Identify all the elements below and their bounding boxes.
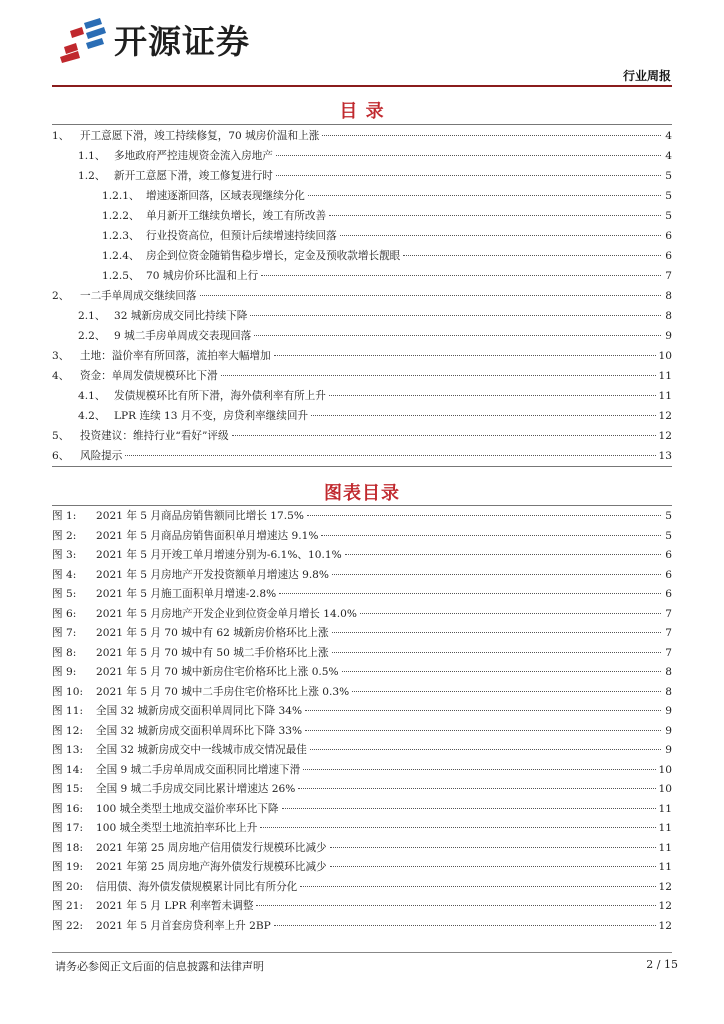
dot-leader — [345, 554, 661, 555]
toc-entry-number: 1.2.1、 — [102, 190, 140, 202]
dot-leader — [322, 135, 661, 136]
toc-entry-page: 6 — [665, 250, 672, 262]
figure-entry-title: 100 城全类型土地流拍率环比上升 — [96, 822, 258, 834]
figure-entry-page: 5 — [665, 529, 672, 542]
toc-entry-number: 1.2.4、 — [102, 250, 140, 262]
figure-entry[interactable] — [52, 917, 672, 937]
figure-entry[interactable] — [52, 839, 672, 859]
toc-entry-title: 资金：单周发债规模环比下滑 — [80, 370, 218, 382]
toc-entry[interactable] — [52, 206, 672, 226]
figure-entry-page: 5 — [665, 510, 672, 522]
figure-entry-title: 2021 年 5 月首套房贷利率上升 2BP — [96, 919, 271, 932]
figure-entry-title: 2021 年 5 月 LPR 利率暂未调整 — [96, 900, 254, 912]
figure-entry-title: 2021 年 5 月房地产开发企业到位资金单月增长 14.0% — [96, 607, 357, 620]
page-header — [0, 0, 724, 92]
figure-entry-page: 9 — [665, 724, 672, 737]
dot-leader — [256, 905, 655, 906]
figure-entry[interactable] — [52, 683, 672, 703]
figure-entry-number: 图 5: — [52, 588, 77, 600]
footer-divider — [52, 952, 672, 953]
dot-leader — [308, 195, 661, 196]
toc-entry-page: 5 — [665, 170, 672, 182]
figure-entry-title: 100 城全类型土地成交溢价率环比下降 — [96, 802, 279, 815]
figure-entry[interactable] — [52, 722, 672, 742]
toc-entry-number: 2.2、 — [78, 330, 106, 342]
dot-leader — [321, 535, 661, 536]
toc-entry-page: 7 — [665, 270, 672, 282]
figure-entry[interactable] — [52, 702, 672, 722]
figure-entry[interactable] — [52, 800, 672, 820]
toc-entry[interactable] — [52, 346, 672, 366]
figure-entry-number: 图 19: — [52, 861, 84, 873]
figure-entry-title: 2021 年 5 月商品房销售面积单月增速达 9.1% — [96, 529, 319, 542]
dot-leader — [329, 395, 656, 396]
dot-leader — [300, 886, 655, 887]
toc-entry-page: 5 — [665, 210, 672, 222]
figure-entry-title: 2021 年 5 月商品房销售额同比增长 17.5% — [96, 510, 304, 522]
dot-leader — [232, 435, 656, 436]
figure-entry-page: 10 — [658, 783, 672, 795]
dot-leader — [274, 925, 656, 926]
dot-leader — [279, 593, 661, 594]
dot-leader — [303, 769, 655, 770]
toc-entry-title: 开工意愿下滑，竣工持续修复，70 城房价温和上涨 — [80, 130, 320, 142]
toc-entry-number: 4、 — [52, 370, 70, 382]
figure-entry-page: 9 — [665, 705, 672, 717]
toc-bottom-rule — [52, 466, 672, 467]
dot-leader — [282, 808, 656, 809]
dot-leader — [360, 613, 661, 614]
toc-entry-title: 风险提示 — [80, 450, 123, 462]
toc-entry-page: 11 — [658, 370, 672, 382]
figure-entry-page: 7 — [665, 646, 672, 659]
toc-entry[interactable] — [52, 426, 672, 446]
figure-entry-number: 图 6: — [52, 607, 77, 620]
toc-entry-title: 32 城新房成交同比持续下降 — [114, 310, 248, 322]
figure-entry-page: 6 — [665, 568, 672, 581]
toc-entry-number: 1.2.2、 — [102, 210, 140, 222]
figure-entry[interactable] — [52, 546, 672, 566]
dot-leader — [340, 235, 661, 236]
dot-leader — [310, 749, 661, 750]
figure-entry-title: 全国 32 城新房成交面积单周同比下降 34% — [96, 705, 303, 717]
toc-entry-number: 4.1、 — [78, 390, 106, 402]
figure-entry-page: 7 — [665, 627, 672, 639]
figure-entry-title: 全国 32 城新房成交面积单周环比下降 33% — [96, 724, 303, 737]
toc-entry[interactable] — [52, 246, 672, 266]
dot-leader — [200, 295, 661, 296]
toc-entry[interactable] — [52, 326, 672, 346]
figure-entry-number: 图 9: — [52, 666, 77, 678]
figure-entry-title: 2021 年第 25 周房地产海外债发行规模环比减少 — [96, 861, 327, 873]
dot-leader — [305, 710, 661, 711]
page-number: 2 / 15 — [646, 958, 678, 971]
dot-leader — [276, 175, 661, 176]
figure-entry[interactable] — [52, 507, 672, 527]
toc-entry-number: 1.2、 — [78, 170, 106, 182]
figure-entry-page: 6 — [665, 549, 672, 561]
figure-entry-page: 8 — [665, 685, 672, 698]
figure-entry-page: 9 — [665, 744, 672, 756]
figure-entry-number: 图 18: — [52, 841, 84, 854]
toc-entry-page: 12 — [658, 430, 672, 442]
figure-entry[interactable] — [52, 663, 672, 683]
figure-entry[interactable] — [52, 566, 672, 586]
toc-entry[interactable] — [52, 166, 672, 186]
toc-entry-page: 8 — [665, 290, 672, 302]
figure-entry-number: 图 13: — [52, 744, 84, 756]
figure-entry[interactable] — [52, 761, 672, 781]
figures-top-rule — [52, 505, 672, 506]
figure-entry-number: 图 22: — [52, 919, 84, 932]
figure-entry[interactable] — [52, 644, 672, 664]
figure-entry-title: 2021 年 5 月 70 城中有 50 城二手价格环比上涨 — [96, 646, 329, 659]
dot-leader — [311, 415, 655, 416]
dot-leader — [298, 788, 655, 789]
figure-entry[interactable] — [52, 527, 672, 547]
toc-entry-number: 1.2.5、 — [102, 270, 140, 282]
toc-entry-title: 单月新开工继续负增长，竣工有所改善 — [146, 210, 327, 222]
figure-entry-title: 2021 年 5 月开竣工单月增速分别为-6.1%、10.1% — [96, 549, 342, 561]
toc-entry-title: 增速逐渐回落，区域表现继续分化 — [146, 190, 305, 202]
figure-entry-title: 2021 年 5 月 70 城中二手房住宅价格环比上涨 0.3% — [96, 685, 350, 698]
figure-entry-page: 12 — [658, 900, 672, 912]
figure-entry[interactable] — [52, 741, 672, 761]
report-type-label: 行业周报 — [622, 69, 671, 83]
dot-leader — [332, 652, 661, 653]
figure-entry-title: 全国 9 城二手房单周成交面积同比增速下滑 — [96, 763, 301, 776]
toc-entry-page: 12 — [658, 410, 672, 422]
toc-entry-page: 9 — [665, 330, 672, 342]
toc-entry-number: 6、 — [52, 450, 70, 462]
dot-leader — [260, 827, 655, 828]
header-divider — [52, 85, 672, 87]
toc-title: 目 录 — [339, 101, 385, 122]
toc-entry-title: 房企到位资金随销售稳步增长，定金及预收款增长靓眼 — [146, 250, 401, 262]
figure-entry-number: 图 8: — [52, 646, 77, 659]
figure-entry-title: 2021 年第 25 周房地产信用债发行规模环比减少 — [96, 841, 327, 854]
figure-entry-page: 8 — [665, 666, 672, 678]
toc-entry-number: 4.2、 — [78, 410, 106, 422]
figure-entry-page: 11 — [658, 822, 672, 834]
figure-entry-title: 2021 年 5 月房地产开发投资额单月增速达 9.8% — [96, 568, 329, 581]
toc-entry-title: 一二手单周成交继续回落 — [80, 290, 197, 302]
figure-entry-number: 图 16: — [52, 802, 84, 815]
dot-leader — [250, 315, 661, 316]
dot-leader — [332, 632, 661, 633]
figure-entry[interactable] — [52, 624, 672, 644]
toc-entry[interactable] — [52, 366, 672, 386]
figure-entry-number: 图 15: — [52, 783, 84, 795]
toc-entry-title: 新开工意愿下滑，竣工修复进行时 — [114, 170, 273, 182]
toc-entry[interactable] — [52, 286, 672, 306]
toc-entry-title: 行业投资高位，但预计后续增速持续回落 — [146, 230, 337, 242]
toc-entry-page: 10 — [658, 350, 672, 362]
toc-entry-title: 投资建议：维持行业“看好”评级 — [80, 430, 229, 442]
figure-entry-number: 图 14: — [52, 763, 84, 776]
toc-entry-number: 3、 — [52, 350, 70, 362]
figure-entry-number: 图 4: — [52, 568, 77, 581]
figure-entry-number: 图 20: — [52, 880, 84, 893]
toc-entry-title: 70 城房价环比温和上行 — [146, 270, 259, 282]
toc-entry-title: LPR 连续 13 月不变，房贷利率继续回升 — [114, 410, 309, 422]
toc-entry[interactable] — [52, 226, 672, 246]
toc-entry[interactable] — [52, 306, 672, 326]
dot-leader — [352, 691, 661, 692]
figure-entry[interactable] — [52, 878, 672, 898]
toc-entry[interactable] — [52, 446, 672, 466]
figure-entry-page: 11 — [658, 841, 672, 854]
brand-name: 开源证券 — [114, 22, 250, 61]
toc-entry[interactable] — [52, 146, 672, 166]
toc-entry[interactable] — [52, 406, 672, 426]
dot-leader — [330, 866, 656, 867]
figure-entry-page: 7 — [665, 607, 672, 620]
figure-entry-title: 信用债、海外债发债规模累计同比有所分化 — [96, 880, 298, 893]
figure-entry[interactable] — [52, 858, 672, 878]
figure-entry-title: 2021 年 5 月施工面积单月增速-2.8% — [96, 588, 277, 600]
figure-entry-number: 图 7: — [52, 627, 77, 639]
toc-entry-number: 2.1、 — [78, 310, 106, 322]
toc-entry-title: 发债规模环比有所下滑，海外债利率有所上升 — [114, 390, 326, 402]
figure-entry[interactable] — [52, 897, 672, 917]
dot-leader — [254, 335, 661, 336]
figure-entry[interactable] — [52, 780, 672, 800]
figure-entry-title: 2021 年 5 月 70 城中新房住宅价格环比上涨 0.5% — [96, 666, 339, 678]
dot-leader — [307, 515, 661, 516]
figure-entry-number: 图 12: — [52, 724, 84, 737]
figure-entry-number: 图 17: — [52, 822, 84, 834]
figure-entry-page: 6 — [665, 588, 672, 600]
figure-entry-number: 图 1: — [52, 510, 77, 522]
toc-entry[interactable] — [52, 186, 672, 206]
figure-entry-page: 12 — [658, 880, 672, 893]
toc-entry-number: 1、 — [52, 130, 70, 142]
figure-entry-number: 图 10: — [52, 685, 84, 698]
toc-entry-number: 1.1、 — [78, 150, 106, 162]
toc-entry[interactable] — [52, 386, 672, 406]
toc-entry-page: 13 — [658, 450, 672, 462]
toc-entry-page: 4 — [665, 130, 672, 142]
figure-entry-page: 10 — [658, 763, 672, 776]
toc-top-rule — [52, 124, 672, 125]
toc-entry-page: 8 — [665, 310, 672, 322]
dot-leader — [221, 375, 656, 376]
figure-entry-title: 全国 9 城二手房成交同比累计增速达 26% — [96, 783, 296, 795]
figure-entry-number: 图 2: — [52, 529, 77, 542]
figure-entry-page: 11 — [658, 802, 672, 815]
figure-entry-title: 全国 32 城新房成交中一线城市成交情况最佳 — [96, 744, 307, 756]
dot-leader — [125, 455, 655, 456]
toc-entry-page: 11 — [658, 390, 672, 402]
figures-title: 图表目录 — [324, 483, 400, 504]
dot-leader — [403, 255, 661, 256]
dot-leader — [305, 730, 661, 731]
brand-logo — [56, 16, 250, 63]
table-of-contents — [52, 126, 672, 466]
dot-leader — [274, 355, 656, 356]
toc-entry-page: 4 — [665, 150, 672, 162]
dot-leader — [329, 215, 661, 216]
figure-entry-page: 11 — [658, 861, 672, 873]
figure-entry[interactable] — [52, 605, 672, 625]
toc-entry-page: 5 — [665, 190, 672, 202]
toc-entry[interactable] — [52, 266, 672, 286]
footer-disclaimer: 请务必参阅正文后面的信息披露和法律声明 — [55, 960, 264, 973]
figure-entry[interactable] — [52, 585, 672, 605]
toc-entry-title: 多地政府严控违规资金流入房地产 — [114, 150, 273, 162]
toc-entry-number: 2、 — [52, 290, 70, 302]
toc-entry-number: 1.2.3、 — [102, 230, 140, 242]
toc-entry-page: 6 — [665, 230, 672, 242]
list-of-figures — [52, 507, 672, 936]
toc-entry-title: 土地：溢价率有所回落，流拍率大幅增加 — [80, 350, 271, 362]
dot-leader — [342, 671, 661, 672]
dot-leader — [330, 847, 656, 848]
dot-leader — [261, 275, 661, 276]
figure-entry-number: 图 11: — [52, 705, 84, 717]
figure-entry-number: 图 21: — [52, 900, 84, 912]
figure-entry[interactable] — [52, 819, 672, 839]
dot-leader — [276, 155, 661, 156]
toc-entry-title: 9 城二手房单周成交表现回落 — [114, 330, 252, 342]
figure-entry-number: 图 3: — [52, 549, 77, 561]
kaiyuan-logo-icon — [56, 17, 108, 63]
dot-leader — [332, 574, 661, 575]
figure-entry-page: 12 — [658, 919, 672, 932]
toc-entry[interactable] — [52, 126, 672, 146]
figure-entry-title: 2021 年 5 月 70 城中有 62 城新房价格环比上涨 — [96, 627, 329, 639]
toc-entry-number: 5、 — [52, 430, 70, 442]
